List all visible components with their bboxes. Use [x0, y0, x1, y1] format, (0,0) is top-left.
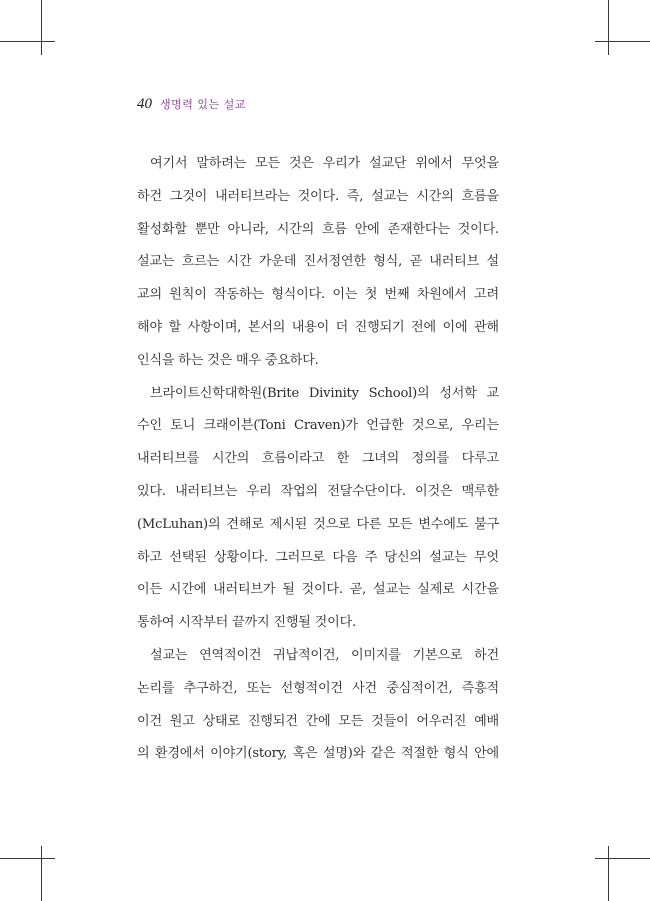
crop-mark	[0, 41, 55, 42]
crop-mark	[595, 858, 650, 859]
crop-mark	[595, 41, 650, 42]
text-line: 하건 그것이 내러티브라는 것이다. 즉, 설교는 시간의 흐름을	[137, 188, 499, 204]
text-line: 인식을 하는 것은 매우 중요하다.	[137, 352, 319, 368]
text-line: 이든 시간에 내러티브가 될 것이다. 곧, 설교는 실제로 시간을	[137, 582, 499, 598]
body-text	[137, 148, 499, 771]
text-line: 설교는 흐르는 시간 가운데 진서정연한 형식, 곧 내러티브 설	[137, 254, 499, 270]
book-title: 생명력 있는 설교	[160, 98, 246, 111]
text-line: 활성화할 뿐만 아니라, 시간의 흐름 안에 존재한다는 것이다.	[137, 221, 499, 237]
text-line: 의 환경에서 이야기(story, 혹은 설명)와 같은 적절한 형식 안에	[137, 746, 499, 762]
crop-mark	[41, 846, 42, 901]
text-line: 논리를 추구하건, 또는 선형적이건 사건 중심적이건, 즉흥적	[137, 680, 499, 696]
crop-mark	[41, 0, 42, 55]
text-line: (McLuhan)의 견해로 제시된 것으로 다른 모든 변수에도 불구	[137, 516, 499, 532]
crop-mark	[0, 858, 55, 859]
text-line: 이건 원고 상태로 진행되건 간에 모든 것들이 어우러진 예배	[137, 713, 499, 729]
page-number: 40	[137, 96, 152, 112]
text-line: 내러티브를 시간의 흐름이라고 한 그녀의 정의를 다루고	[137, 451, 499, 467]
text-line: 브라이트신학대학원(Brite Divinity School)의 성서학 교	[150, 385, 499, 401]
crop-mark	[608, 846, 609, 901]
text-line: 교의 원칙이 작동하는 형식이다. 이는 첫 번째 차원에서 고려	[137, 287, 499, 303]
text-line: 하고 선택된 상황이다. 그러므로 다음 주 당신의 설교는 무엇	[137, 549, 499, 565]
text-line: 해야 할 사항이며, 본서의 내용이 더 진행되기 전에 이에 관해	[137, 319, 499, 335]
text-line: 수인 토니 크래이븐(Toni Craven)가 언급한 것으로, 우리는	[137, 418, 499, 434]
text-line: 통하여 시작부터 끝까지 진행될 것이다.	[137, 615, 356, 631]
running-head	[137, 96, 246, 113]
crop-mark	[608, 0, 609, 55]
text-line: 여기서 말하려는 모든 것은 우리가 설교단 위에서 무엇을	[150, 156, 499, 171]
text-line: 설교는 연역적이건 귀납적이건, 이미지를 기본으로 하건	[150, 647, 499, 663]
text-line: 있다. 내러티브는 우리 작업의 전달수단이다. 이것은 맥루한	[137, 483, 499, 499]
